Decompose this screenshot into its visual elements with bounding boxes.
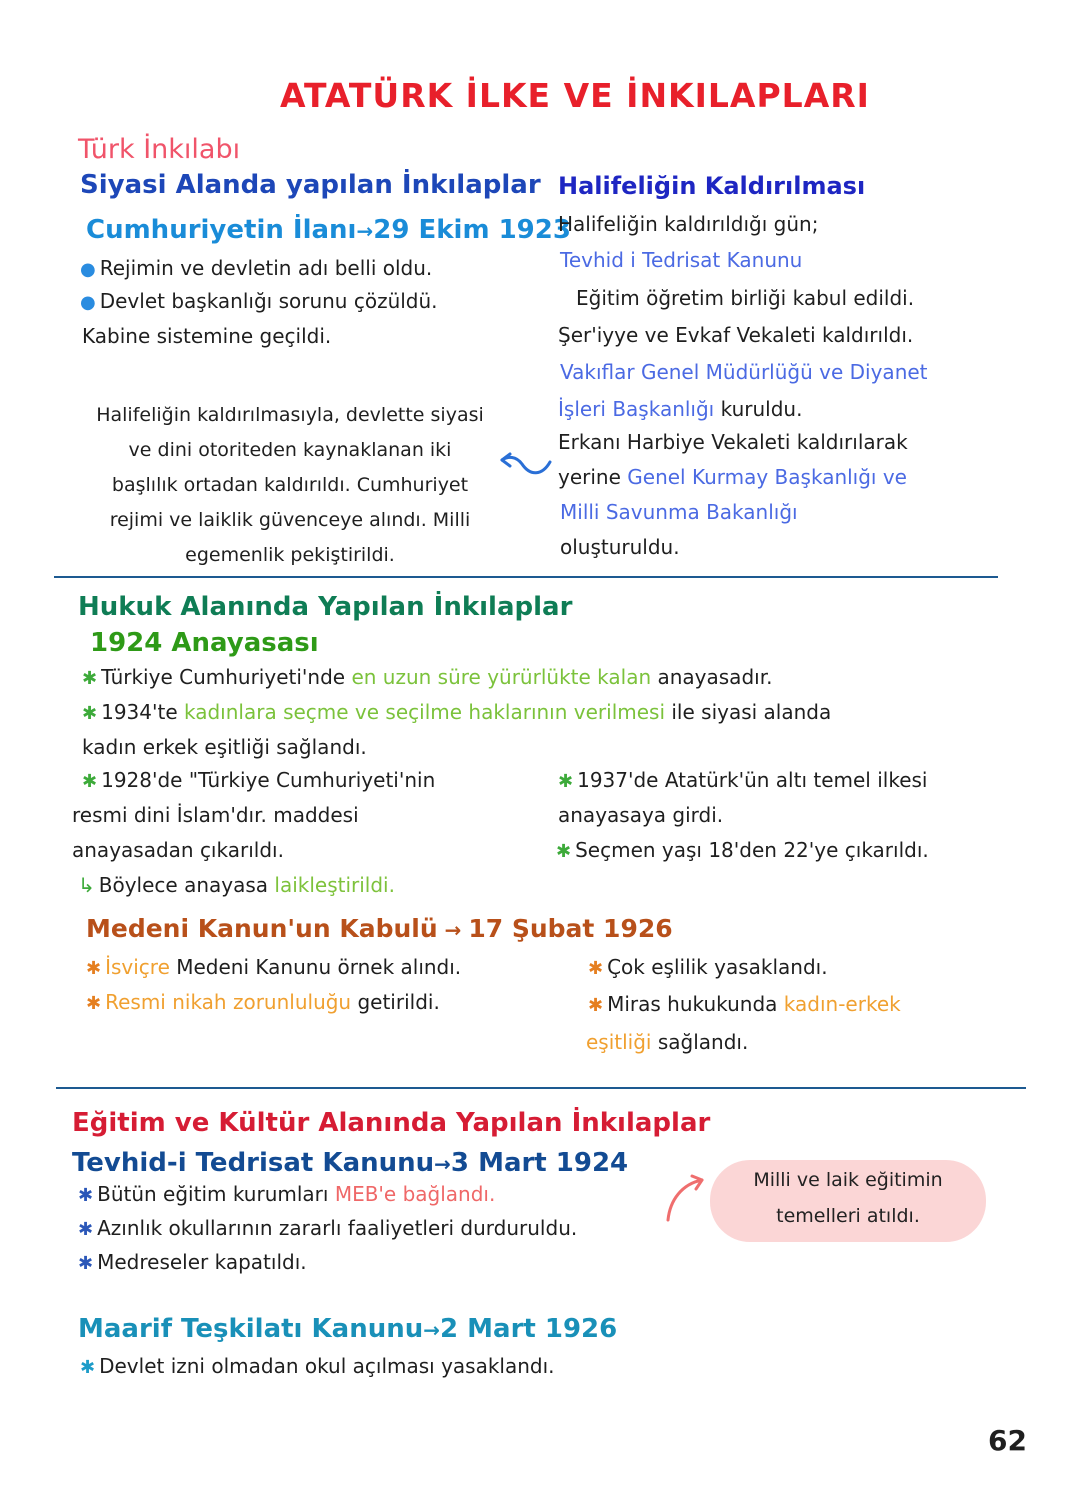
arrow-right-icon: → <box>434 1152 451 1176</box>
star-bullet-icon: ✱ <box>78 1185 94 1206</box>
maarif-date: 2 Mart 1926 <box>440 1314 618 1344</box>
halifelik-line-8: yerine Genel Kurmay Başkanlığı ve <box>558 465 907 489</box>
star-bullet-icon: ✱ <box>82 703 98 724</box>
cumhuriyet-line-3: Kabine sistemine geçildi. <box>82 324 332 348</box>
medeni-line-2: ✱ Resmi nikah zorunluluğu getirildi. <box>86 990 440 1014</box>
halifelik-line-10: oluşturuldu. <box>560 535 680 559</box>
anayasa-line-2: ✱ 1934'te kadınlara seçme ve seçilme haklarının verilmesi ile siyasi alanda <box>82 700 832 724</box>
tevhid-line-3: ✱ Medreseler kapatıldı. <box>78 1250 307 1274</box>
medeni-right-line-3: eşitliği sağlandı. <box>586 1030 749 1054</box>
halifelik-line-9: Milli Savunma Bakanlığı <box>560 500 798 524</box>
section-divider <box>54 576 998 578</box>
halifelik-line-3: Eğitim öğretim birliği kabul edildi. <box>576 286 915 310</box>
anayasa-line-4: ✱ 1928'de "Türkiye Cumhuriyeti'nin <box>82 768 436 792</box>
arrow-right-icon: → <box>423 1318 441 1342</box>
anayasa-line-1: ✱ Türkiye Cumhuriyeti'nde en uzun süre yürürlükte kalan anayasadır. <box>82 665 773 689</box>
maarif-title: Maarif Teşkilatı Kanunu <box>78 1314 424 1344</box>
anayasa-right-line-2: anayasaya girdi. <box>558 803 724 827</box>
page-number: 62 <box>988 1424 1027 1457</box>
cumhuriyet-title: Cumhuriyetin İlanı <box>86 215 357 245</box>
anayasa-line-5: resmi dini İslam'dır. maddesi <box>72 803 359 827</box>
anayasa-right-line-3: ✱ Seçmen yaşı 18'den 22'ye çıkarıldı. <box>556 838 929 862</box>
medeni-heading <box>86 914 673 943</box>
medeni-line-1: ✱ İsviçre Medeni Kanunu örnek alındı. <box>86 955 462 979</box>
arrow-right-icon: → <box>437 918 469 942</box>
star-bullet-icon: ✱ <box>558 771 574 792</box>
star-bullet-icon: ✱ <box>82 668 98 689</box>
maarif-line-1: ✱ Devlet izni olmadan okul açılması yasaklandı. <box>80 1354 555 1378</box>
tevhid-title: Tevhid-i Tedrisat Kanunu <box>72 1148 435 1178</box>
anayasa-heading: 1924 Anayasası <box>90 628 319 658</box>
tevhid-heading <box>72 1148 628 1178</box>
arrow-right-icon: → <box>356 219 374 243</box>
anayasa-right-line-1: ✱ 1937'de Atatürk'ün altı temel ilkesi <box>558 768 928 792</box>
dot-bullet-icon: ● <box>80 259 96 280</box>
star-bullet-icon: ✱ <box>78 1219 94 1240</box>
tevhid-line-2: ✱ Azınlık okullarının zararlı faaliyetleri durduruldu. <box>78 1216 578 1240</box>
halifelik-line-1: Halifeliğin kaldırıldığı gün; <box>558 212 819 236</box>
star-bullet-icon: ✱ <box>588 995 604 1016</box>
medeni-date: 17 Şubat 1926 <box>468 914 673 943</box>
star-bullet-icon: ✱ <box>86 958 102 979</box>
halifelik-summary-note: Halifeliğin kaldırılmasıyla, devlette siyasi ve dini otoriteden kaynaklanan iki başlılık ortadan kaldırıldı. Cumhuriyet rejimi ve laiklik güvenceye alındı. Milli egemenlik pekiştirildi. <box>96 404 484 566</box>
curved-arrow-icon <box>498 446 554 480</box>
halifelik-line-5: Vakıflar Genel Müdürlüğü ve Diyanet <box>560 360 928 384</box>
cumhuriyet-bullet-1: ● Rejimin ve devletin adı belli oldu. <box>80 256 433 280</box>
section-heading-education: Eğitim ve Kültür Alanında Yapılan İnkılaplar <box>72 1108 711 1138</box>
tevhid-line-1: ✱ Bütün eğitim kurumları MEB'e bağlandı. <box>78 1182 496 1206</box>
anayasa-line-6: anayasadan çıkarıldı. <box>72 838 284 862</box>
medeni-title: Medeni Kanun'un Kabulü <box>86 914 438 943</box>
cumhuriyet-date: 29 Ekim 1923 <box>373 215 571 245</box>
cumhuriyet-bullet-2: ● Devlet başkanlığı sorunu çözüldü. <box>80 289 438 313</box>
section-label: Türk İnkılabı <box>78 134 241 165</box>
star-bullet-icon: ✱ <box>82 771 98 792</box>
section-heading-political: Siyasi Alanda yapılan İnkılaplar <box>80 170 541 200</box>
medeni-right-line-1: ✱ Çok eşlilik yasaklandı. <box>588 955 828 979</box>
section-heading-law: Hukuk Alanında Yapılan İnkılaplar <box>78 592 573 622</box>
cumhuriyet-heading <box>86 215 571 245</box>
return-arrow-icon: ↳ <box>78 873 95 897</box>
star-bullet-icon: ✱ <box>556 841 572 862</box>
halifelik-heading: Halifeliğin Kaldırılması <box>558 172 866 200</box>
section-divider <box>56 1087 1026 1089</box>
maarif-heading <box>78 1314 617 1344</box>
page-title: ATATÜRK İLKE VE İNKILAPLARI <box>280 76 870 115</box>
education-note-badge: Milli ve laik eğitimin temelleri atıldı. <box>710 1160 986 1242</box>
star-bullet-icon: ✱ <box>588 958 604 979</box>
star-bullet-icon: ✱ <box>78 1253 94 1274</box>
star-bullet-icon: ✱ <box>86 993 102 1014</box>
dot-bullet-icon: ● <box>80 292 96 313</box>
halifelik-line-7: Erkanı Harbiye Vekaleti kaldırılarak <box>558 430 908 454</box>
tevhid-date: 3 Mart 1924 <box>450 1148 629 1178</box>
halifelik-line-4: Şer'iyye ve Evkaf Vekaleti kaldırıldı. <box>558 323 914 347</box>
anayasa-line-3: kadın erkek eşitliği sağlandı. <box>82 735 367 759</box>
star-bullet-icon: ✱ <box>80 1357 96 1378</box>
anayasa-line-7: ↳ Böylece anayasa laikleştirildi. <box>78 873 395 897</box>
halifelik-line-6: İşleri Başkanlığı kuruldu. <box>558 397 803 421</box>
halifelik-line-2: Tevhid i Tedrisat Kanunu <box>560 248 803 272</box>
curved-arrow-icon <box>662 1170 710 1226</box>
medeni-right-line-2: ✱ Miras hukukunda kadın-erkek <box>588 992 901 1016</box>
